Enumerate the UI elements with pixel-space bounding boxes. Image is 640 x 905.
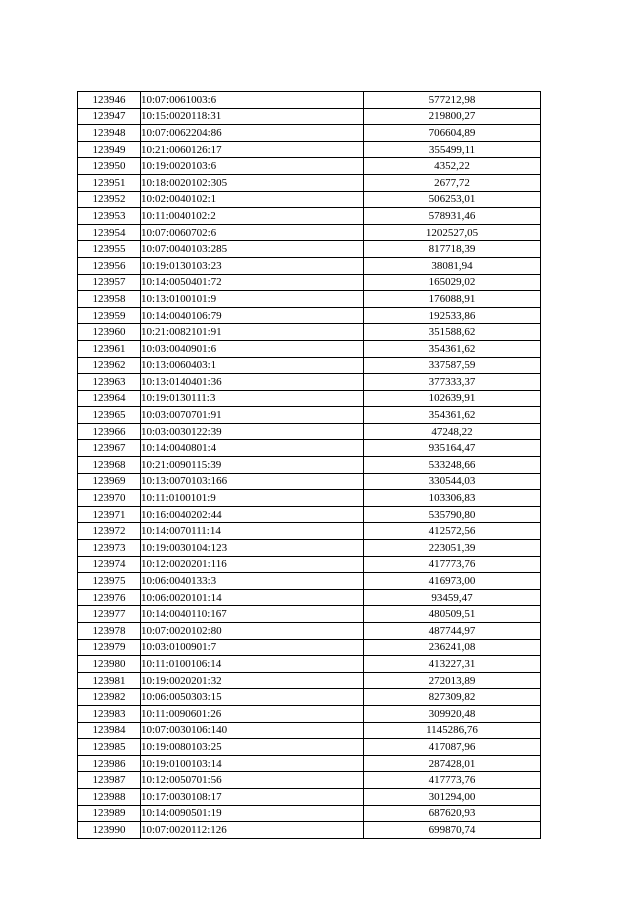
table-row <box>78 307 541 324</box>
row-number-cell: 123975 <box>78 573 141 590</box>
row-number-cell: 123988 <box>78 788 141 805</box>
value-cell: 192533,86 <box>364 307 541 324</box>
cadastral-code-cell: 10:03:0040901:6 <box>141 340 364 357</box>
row-number-cell: 123952 <box>78 191 141 208</box>
row-number-cell: 123963 <box>78 374 141 391</box>
cadastral-code-cell: 10:17:0030108:17 <box>141 788 364 805</box>
cadastral-code-cell: 10:07:0030106:140 <box>141 722 364 739</box>
table-row <box>78 639 541 656</box>
table-row <box>78 191 541 208</box>
row-number-cell: 123958 <box>78 291 141 308</box>
value-cell: 176088,91 <box>364 291 541 308</box>
cadastral-code-cell: 10:18:0020102:305 <box>141 174 364 191</box>
table-row <box>78 257 541 274</box>
table-row <box>78 556 541 573</box>
value-cell: 578931,46 <box>364 208 541 225</box>
cadastral-code-cell: 10:13:0100101:9 <box>141 291 364 308</box>
value-cell: 103306,83 <box>364 490 541 507</box>
table-row <box>78 490 541 507</box>
row-number-cell: 123961 <box>78 340 141 357</box>
row-number-cell: 123959 <box>78 307 141 324</box>
row-number-cell: 123965 <box>78 407 141 424</box>
row-number-cell: 123957 <box>78 274 141 291</box>
cadastral-code-cell: 10:13:0140401:36 <box>141 374 364 391</box>
table-row <box>78 506 541 523</box>
table-row <box>78 822 541 839</box>
row-number-cell: 123969 <box>78 473 141 490</box>
value-cell: 2677,72 <box>364 174 541 191</box>
table-row <box>78 589 541 606</box>
table-row <box>78 224 541 241</box>
row-number-cell: 123954 <box>78 224 141 241</box>
cadastral-code-cell: 10:14:0040110:167 <box>141 606 364 623</box>
cadastral-code-cell: 10:11:0100101:9 <box>141 490 364 507</box>
cadastral-code-cell: 10:19:0020103:6 <box>141 158 364 175</box>
row-number-cell: 123979 <box>78 639 141 656</box>
value-cell: 377333,37 <box>364 374 541 391</box>
row-number-cell: 123981 <box>78 672 141 689</box>
value-cell: 416973,00 <box>364 573 541 590</box>
value-cell: 535790,80 <box>364 506 541 523</box>
cadastral-code-cell: 10:13:0070103:166 <box>141 473 364 490</box>
table-row <box>78 324 541 341</box>
row-number-cell: 123976 <box>78 589 141 606</box>
value-cell: 236241,08 <box>364 639 541 656</box>
cadastral-code-cell: 10:07:0060702:6 <box>141 224 364 241</box>
table-row <box>78 573 541 590</box>
cadastral-code-cell: 10:06:0040133:3 <box>141 573 364 590</box>
value-cell: 417087,96 <box>364 739 541 756</box>
value-cell: 699870,74 <box>364 822 541 839</box>
cadastral-code-cell: 10:14:0070111:14 <box>141 523 364 540</box>
row-number-cell: 123982 <box>78 689 141 706</box>
value-cell: 355499,11 <box>364 141 541 158</box>
table-row <box>78 357 541 374</box>
row-number-cell: 123967 <box>78 440 141 457</box>
row-number-cell: 123984 <box>78 722 141 739</box>
cadastral-code-cell: 10:14:0040106:79 <box>141 307 364 324</box>
table-row <box>78 390 541 407</box>
cadastral-code-cell: 10:07:0061003:6 <box>141 92 364 109</box>
value-cell: 337587,59 <box>364 357 541 374</box>
value-cell: 4352,22 <box>364 158 541 175</box>
table-row <box>78 208 541 225</box>
value-cell: 102639,91 <box>364 390 541 407</box>
row-number-cell: 123983 <box>78 705 141 722</box>
table-row <box>78 174 541 191</box>
value-cell: 417773,76 <box>364 556 541 573</box>
cadastral-code-cell: 10:16:0040202:44 <box>141 506 364 523</box>
table-row <box>78 423 541 440</box>
value-cell: 533248,66 <box>364 457 541 474</box>
row-number-cell: 123956 <box>78 257 141 274</box>
table-row <box>78 241 541 258</box>
cadastral-code-cell: 10:07:0020112:126 <box>141 822 364 839</box>
cadastral-code-cell: 10:19:0080103:25 <box>141 739 364 756</box>
value-cell: 223051,39 <box>364 540 541 557</box>
value-cell: 417773,76 <box>364 772 541 789</box>
row-number-cell: 123951 <box>78 174 141 191</box>
cadastral-code-cell: 10:12:0020201:116 <box>141 556 364 573</box>
value-cell: 412572,56 <box>364 523 541 540</box>
row-number-cell: 123947 <box>78 108 141 125</box>
row-number-cell: 123970 <box>78 490 141 507</box>
table-row <box>78 274 541 291</box>
table-row <box>78 805 541 822</box>
row-number-cell: 123989 <box>78 805 141 822</box>
cadastral-code-cell: 10:19:0020201:32 <box>141 672 364 689</box>
value-cell: 354361,62 <box>364 340 541 357</box>
row-number-cell: 123978 <box>78 623 141 640</box>
row-number-cell: 123971 <box>78 506 141 523</box>
value-cell: 165029,02 <box>364 274 541 291</box>
cadastral-code-cell: 10:19:0130111:3 <box>141 390 364 407</box>
row-number-cell: 123962 <box>78 357 141 374</box>
value-cell: 287428,01 <box>364 755 541 772</box>
table-row <box>78 440 541 457</box>
value-cell: 577212,98 <box>364 92 541 109</box>
table-row <box>78 788 541 805</box>
table-row <box>78 291 541 308</box>
cadastral-code-cell: 10:21:0090115:39 <box>141 457 364 474</box>
table-row <box>78 374 541 391</box>
row-number-cell: 123955 <box>78 241 141 258</box>
cadastral-code-cell: 10:03:0030122:39 <box>141 423 364 440</box>
cadastral-code-cell: 10:21:0082101:91 <box>141 324 364 341</box>
cadastral-code-cell: 10:19:0100103:14 <box>141 755 364 772</box>
cadastral-code-cell: 10:07:0020102:80 <box>141 623 364 640</box>
registry-table-body <box>78 92 541 839</box>
cadastral-code-cell: 10:07:0040103:285 <box>141 241 364 258</box>
row-number-cell: 123973 <box>78 540 141 557</box>
value-cell: 506253,01 <box>364 191 541 208</box>
table-row <box>78 158 541 175</box>
row-number-cell: 123977 <box>78 606 141 623</box>
table-row <box>78 705 541 722</box>
table-row <box>78 772 541 789</box>
row-number-cell: 123948 <box>78 125 141 142</box>
table-row <box>78 457 541 474</box>
row-number-cell: 123964 <box>78 390 141 407</box>
cadastral-code-cell: 10:21:0060126:17 <box>141 141 364 158</box>
cadastral-code-cell: 10:19:0130103:23 <box>141 257 364 274</box>
value-cell: 687620,93 <box>364 805 541 822</box>
value-cell: 935164,47 <box>364 440 541 457</box>
cadastral-code-cell: 10:14:0040801:4 <box>141 440 364 457</box>
value-cell: 309920,48 <box>364 705 541 722</box>
value-cell: 480509,51 <box>364 606 541 623</box>
table-row <box>78 739 541 756</box>
row-number-cell: 123968 <box>78 457 141 474</box>
row-number-cell: 123949 <box>78 141 141 158</box>
cadastral-code-cell: 10:07:0062204:86 <box>141 125 364 142</box>
value-cell: 487744,97 <box>364 623 541 640</box>
row-number-cell: 123953 <box>78 208 141 225</box>
cadastral-code-cell: 10:06:0050303:15 <box>141 689 364 706</box>
value-cell: 1145286,76 <box>364 722 541 739</box>
cadastral-code-cell: 10:06:0020101:14 <box>141 589 364 606</box>
cadastral-code-cell: 10:11:0040102:2 <box>141 208 364 225</box>
table-row <box>78 125 541 142</box>
row-number-cell: 123987 <box>78 772 141 789</box>
row-number-cell: 123966 <box>78 423 141 440</box>
value-cell: 413227,31 <box>364 656 541 673</box>
table-row <box>78 656 541 673</box>
row-number-cell: 123972 <box>78 523 141 540</box>
row-number-cell: 123990 <box>78 822 141 839</box>
value-cell: 817718,39 <box>364 241 541 258</box>
table-row <box>78 722 541 739</box>
table-row <box>78 108 541 125</box>
cadastral-code-cell: 10:13:0060403:1 <box>141 357 364 374</box>
cadastral-code-cell: 10:11:0100106:14 <box>141 656 364 673</box>
value-cell: 38081,94 <box>364 257 541 274</box>
table-row <box>78 606 541 623</box>
cadastral-code-cell: 10:03:0070701:91 <box>141 407 364 424</box>
value-cell: 301294,00 <box>364 788 541 805</box>
table-row <box>78 755 541 772</box>
value-cell: 351588,62 <box>364 324 541 341</box>
value-cell: 272013,89 <box>364 672 541 689</box>
table-row <box>78 689 541 706</box>
table-row <box>78 92 541 109</box>
row-number-cell: 123985 <box>78 739 141 756</box>
row-number-cell: 123946 <box>78 92 141 109</box>
table-row <box>78 407 541 424</box>
table-row <box>78 340 541 357</box>
cadastral-code-cell: 10:11:0090601:26 <box>141 705 364 722</box>
cadastral-code-cell: 10:14:0050401:72 <box>141 274 364 291</box>
table-row <box>78 523 541 540</box>
cadastral-code-cell: 10:02:0040102:1 <box>141 191 364 208</box>
row-number-cell: 123960 <box>78 324 141 341</box>
cadastral-code-cell: 10:14:0090501:19 <box>141 805 364 822</box>
value-cell: 1202527,05 <box>364 224 541 241</box>
row-number-cell: 123950 <box>78 158 141 175</box>
value-cell: 330544,03 <box>364 473 541 490</box>
cadastral-code-cell: 10:12:0050701:56 <box>141 772 364 789</box>
cadastral-code-cell: 10:19:0030104:123 <box>141 540 364 557</box>
row-number-cell: 123986 <box>78 755 141 772</box>
table-row <box>78 623 541 640</box>
table-row <box>78 141 541 158</box>
value-cell: 47248,22 <box>364 423 541 440</box>
row-number-cell: 123974 <box>78 556 141 573</box>
row-number-cell: 123980 <box>78 656 141 673</box>
cadastral-code-cell: 10:15:0020118:31 <box>141 108 364 125</box>
value-cell: 354361,62 <box>364 407 541 424</box>
value-cell: 827309,82 <box>364 689 541 706</box>
value-cell: 219800,27 <box>364 108 541 125</box>
value-cell: 93459,47 <box>364 589 541 606</box>
table-row <box>78 672 541 689</box>
table-row <box>78 540 541 557</box>
registry-table <box>77 91 541 839</box>
cadastral-code-cell: 10:03:0100901:7 <box>141 639 364 656</box>
table-row <box>78 473 541 490</box>
value-cell: 706604,89 <box>364 125 541 142</box>
